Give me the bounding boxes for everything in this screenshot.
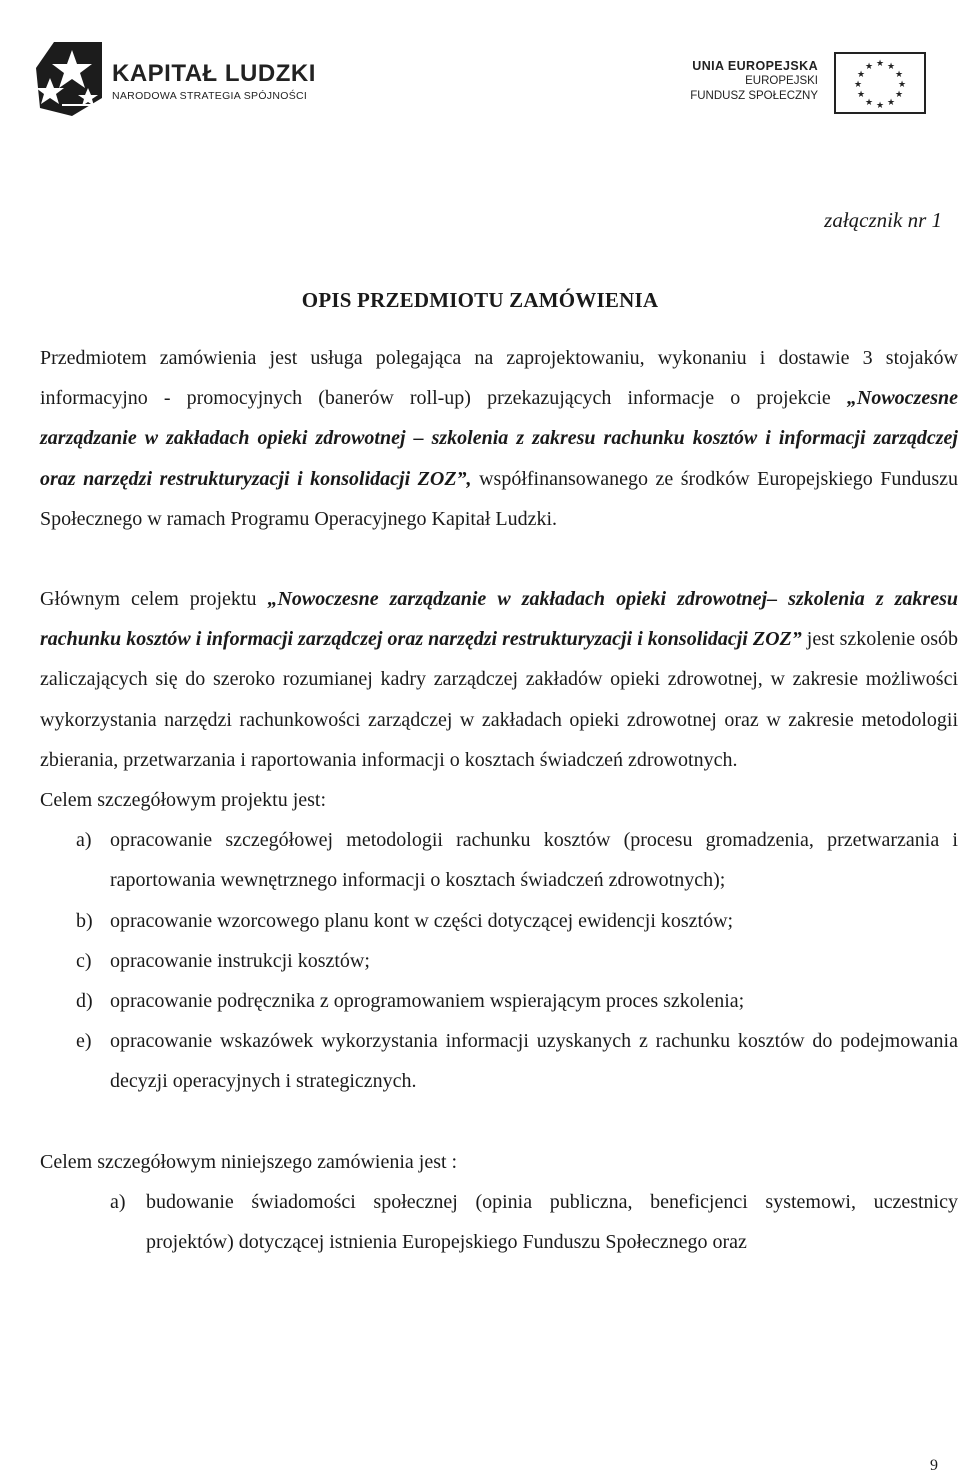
paragraph-main-goal xyxy=(40,579,958,780)
svg-text:★: ★ xyxy=(853,80,863,90)
list-marker: a) xyxy=(76,829,92,852)
project-name-2: „Nowoczesne zarządzanie w zakładach opieki zdrowotnej– szkolenia z zakresu rachunku kosztów i informacji zarządczej oraz narzędzi restrukturyzacji i konsolidacji ZOZ” xyxy=(40,588,958,651)
project-name: „Nowoczesne zarządzanie w zakładach opieki zdrowotnej – szkolenia z zakresu rachunku kosztów i informacji zarządczej oraz narzędzi restrukturyzacji i konsolidacji ZOZ”, xyxy=(40,387,958,490)
kapital-ludzki-logo xyxy=(32,38,332,128)
eu-flag-icon xyxy=(834,52,926,114)
list-item xyxy=(40,820,958,900)
para1-text-a: Przedmiotem zamówienia jest usługa polegająca na zaprojektowaniu, wykonaniu i dostawie 3 stojaków informacyjno - promocyjnych (banerów roll-up) przekazujących informacje o projekcie xyxy=(40,347,958,410)
svg-text:★: ★ xyxy=(856,70,866,80)
para1-text-c: współfinansowanego ze środków Europejskiego Funduszu Społecznego w ramach Programu Operacyjnego Kapitał Ludzki. xyxy=(40,467,958,530)
list-marker: b) xyxy=(76,909,93,932)
list-item xyxy=(40,1021,958,1101)
list-item-text: opracowanie wskazówek wykorzystania informacji uzyskanych z rachunku kosztów do podejmowania decyzji operacyjnych i strategicznych. xyxy=(110,1030,958,1093)
para2-text-a: Głównym celem projektu xyxy=(40,588,268,611)
kl-title: KAPITAŁ LUDZKI xyxy=(112,60,316,87)
svg-text:★: ★ xyxy=(875,101,885,111)
order-goals-list xyxy=(40,1182,958,1262)
kapital-ludzki-emblem-icon xyxy=(32,38,110,120)
document-body xyxy=(40,338,958,1262)
eu-logo xyxy=(666,48,926,118)
list-item-text: opracowanie szczegółowej metodologii rachunku kosztów (procesu gromadzenia, przetwarzania i raportowania wewnętrznego informacji o kosztach świadczeń zdrowotnych); xyxy=(110,829,958,892)
svg-text:★: ★ xyxy=(875,59,885,69)
paragraph-order-goals-intro: Celem szczegółowym niniejszego zamówienia jest : xyxy=(40,1150,458,1173)
list-marker: a) xyxy=(110,1190,126,1213)
svg-text:★: ★ xyxy=(894,90,904,100)
paragraph-goals-intro: Celem szczegółowym projektu jest: xyxy=(40,789,327,812)
svg-text:★: ★ xyxy=(864,62,874,72)
list-item-text: opracowanie wzorcowego planu kont w części dotyczącej ewidencji kosztów; xyxy=(110,909,734,932)
eu-line3: FUNDUSZ SPOŁECZNY xyxy=(690,90,818,102)
page-header xyxy=(0,0,960,140)
paragraph-intro xyxy=(40,338,958,539)
page-number: 9 xyxy=(930,1457,938,1474)
svg-text:★: ★ xyxy=(856,90,866,100)
list-item xyxy=(40,1182,958,1262)
document-title: OPIS PRZEDMIOTU ZAMÓWIENIA xyxy=(301,288,659,312)
list-item xyxy=(40,981,958,1021)
spacer xyxy=(40,1102,958,1142)
list-item-text: budowanie świadomości społecznej (opinia publiczna, beneficjenci systemowi, uczestnicy projektów) dotyczącej istnienia Europejskiego Funduszu Społecznego oraz xyxy=(146,1190,958,1254)
list-marker: d) xyxy=(76,990,93,1013)
eu-line1: UNIA EUROPEJSKA xyxy=(692,59,818,73)
list-item-text: opracowanie instrukcji kosztów; xyxy=(110,949,370,972)
svg-text:★: ★ xyxy=(886,98,896,108)
svg-text:★: ★ xyxy=(864,98,874,108)
svg-text:★: ★ xyxy=(894,70,904,80)
para2-text-c: jest szkolenie osób zaliczających się do szeroko rozumianej kadry zarządczej zakładów opieki zdrowotnej, w zakresie możliwości wykorzystania narzędzi rachunkowości zarządczej w zakładach opieki zdrowotnej oraz w zakresie metodologii zbierania, przetwarzania i raportowania informacji o kosztach świadczeń zdrowotnych. xyxy=(40,628,958,771)
svg-text:★: ★ xyxy=(897,80,907,90)
annex-label: załącznik nr 1 xyxy=(824,208,942,232)
svg-text:★: ★ xyxy=(886,62,896,72)
eu-logo-text xyxy=(690,58,818,104)
kl-subtitle: NARODOWA STRATEGIA SPÓJNOŚCI xyxy=(112,90,308,102)
project-goals-list xyxy=(40,820,958,1101)
spacer xyxy=(40,539,958,579)
list-item-text: opracowanie podręcznika z oprogramowaniem wspierającym proces szkolenia; xyxy=(110,990,745,1013)
list-marker: c) xyxy=(76,949,92,972)
list-item xyxy=(40,941,958,981)
eu-line2: EUROPEJSKI xyxy=(745,75,818,87)
list-item xyxy=(40,901,958,941)
list-marker: e) xyxy=(76,1030,92,1053)
